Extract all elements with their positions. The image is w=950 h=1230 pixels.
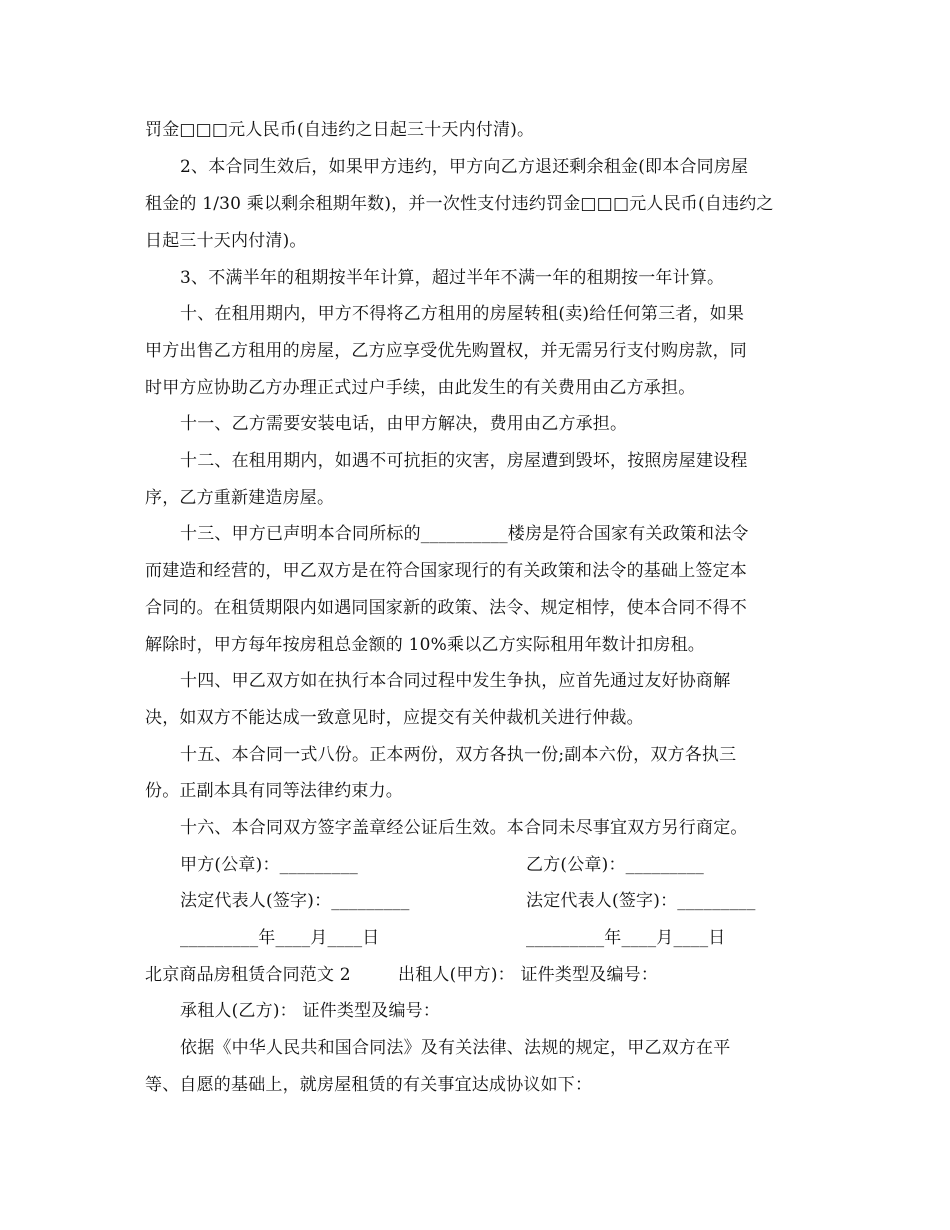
text-line: 2、本合同生效后，如果甲方违约，甲方向乙方退还剩余租金(即本合同房屋 xyxy=(180,157,749,177)
party-a-representative: 法定代表人(签字)：_________ xyxy=(180,891,410,911)
text-line: 3、不满半年的租期按半年计算，超过半年不满一年的租期按一年计算。 xyxy=(180,268,725,288)
text-line: 依据《中华人民共和国合同法》及有关法律、法规的规定，甲乙双方在平 xyxy=(180,1038,731,1058)
text-line: 而建造和经营的，甲乙双方是在符合国家现行的有关政策和法令的基础上签定本 xyxy=(145,561,747,581)
text-line: 日起三十天内付清)。 xyxy=(145,231,307,251)
party-b-date: _________年____月____日 xyxy=(526,928,726,948)
text-line: 十五、本合同一式八份。正本两份，双方各执一份;副本六份，双方各执三 xyxy=(180,745,737,765)
party-a-seal: 甲方(公章)：_________ xyxy=(180,855,358,875)
text-line: 十四、甲乙双方如在执行本合同过程中发生争执，应首先通过友好协商解 xyxy=(180,671,731,691)
text-line: 决，如双方不能达成一致意见时，应提交有关仲裁机关进行仲裁。 xyxy=(145,708,644,728)
text-line: 租金的 1/30 乘以剩余租期年数)，并一次性支付违约罚金□□□元人民币(自违约之 xyxy=(145,194,774,214)
party-a-date: _________年____月____日 xyxy=(180,928,380,948)
text-line: 序，乙方重新建造房屋。 xyxy=(145,488,335,508)
text-line: 甲方出售乙方租用的房屋，乙方应享受优先购置权，并无需另行支付购房款，同 xyxy=(145,341,747,361)
text-line: 合同的。在租赁期限内如遇同国家新的政策、法令、规定相悖，使本合同不得不 xyxy=(145,598,747,618)
text-line: 十二、在租用期内，如遇不可抗拒的灾害，房屋遭到毁坏，按照房屋建设程 xyxy=(180,451,748,471)
lessor-line: 出租人(甲方)： 证件类型及编号： xyxy=(398,965,659,985)
text-line: 解除时，甲方每年按房租总金额的 10%乘以乙方实际租用年数计扣房租。 xyxy=(145,635,705,655)
text-line: 罚金□□□元人民币(自违约之日起三十天内付清)。 xyxy=(145,120,535,140)
text-line: 份。正副本具有同等法律约束力。 xyxy=(145,781,403,801)
text-line: 十一、乙方需要安装电话，由甲方解决，费用由乙方承担。 xyxy=(180,414,628,434)
lessee-line: 承租人(乙方)： 证件类型及编号： xyxy=(180,1001,441,1021)
text-line: 十、在租用期内，甲方不得将乙方租用的房屋转租(卖)给任何第三者，如果 xyxy=(180,304,745,324)
text-line: 等、自愿的基础上，就房屋租赁的有关事宜达成协议如下： xyxy=(145,1075,593,1095)
party-b-seal: 乙方(公章)：_________ xyxy=(526,855,704,875)
text-line: 十六、本合同双方签字盖章经公证后生效。本合同未尽事宜双方另行商定。 xyxy=(180,818,748,838)
next-document-title: 北京商品房租赁合同范文 2 xyxy=(145,965,351,985)
text-line: 十三、甲方已声明本合同所标的__________楼房是符合国家有关政策和法令 xyxy=(180,524,749,544)
party-b-representative: 法定代表人(签字)：_________ xyxy=(526,891,756,911)
text-line: 时甲方应协助乙方办理正式过户手续，由此发生的有关费用由乙方承担。 xyxy=(145,378,696,398)
